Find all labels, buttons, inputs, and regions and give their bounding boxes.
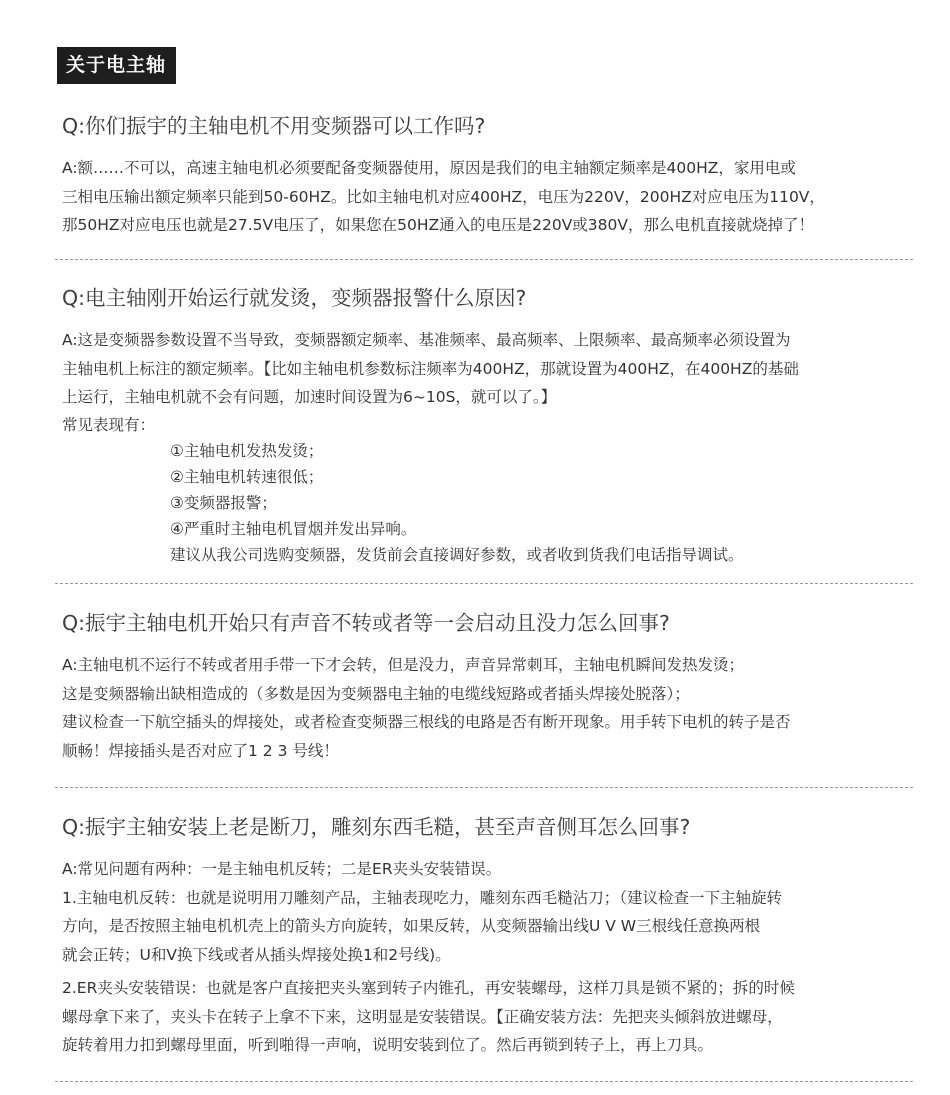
answer-line: 上运行，主轴电机就不会有问题，加速时间设置为6~10S，就可以了。】: [62, 388, 557, 406]
dashed-divider: [55, 787, 913, 788]
answer-line: 这是变频器输出缺相造成的（多数是因为变频器电主轴的电缆线短路或者插头焊接处脱落）；: [62, 684, 690, 703]
dashed-divider: [55, 583, 913, 584]
answer-line: A:额……不可以，高速主轴电机必须要配备变频器使用，原因是我们的电主轴额定频率是400HZ，家用电或: [62, 159, 796, 177]
recommendation-line: 建议从我公司选购变频器，发货前会直接调好参数，或者收到货我们电话指导调试。: [170, 545, 744, 564]
answer-line: 就会正转；U和V换下线或者从插头焊接处换1和2号线)。: [62, 945, 451, 964]
faq-answer: [62, 326, 922, 568]
symptom-item: ④严重时主轴电机冒烟并发出异响。: [170, 519, 417, 538]
symptom-item: ②主轴电机转速很低；: [170, 467, 324, 486]
answer-line: 顺畅！焊接插头是否对应了1 2 3 号线！: [62, 741, 339, 760]
faq-item: [62, 609, 922, 765]
section-title-tag: 关于电主轴: [57, 47, 176, 84]
answer-line: 方向，是否按照主轴电机机壳上的箭头方向旋转，如果反转，从变频器输出线U V W三根线任意换两根: [62, 917, 761, 935]
faq-answer: [62, 855, 922, 1060]
answer-line: 1.主轴电机反转：也就是说明用刀雕刻产品，主轴表现吃力，雕刻东西毛糙沾刀；（建议检查一下主轴旋转: [62, 888, 783, 907]
answer-line: A:主轴电机不运行不转或者用手带一下才会转，但是没力，声音异常刺耳，主轴电机瞬间发热发烫；: [62, 656, 745, 674]
symptom-item: ③变频器报警；: [170, 493, 277, 512]
answer-line: 旋转着用力扣到螺母里面，听到啪得一声响，说明安装到位了。然后再锁到转子上，再上刀具。: [62, 1036, 714, 1054]
answer-line: 螺母拿下来了，夹头卡在转子上拿不下来，这明显是安装错误。【正确安装方法：先把夹头倾斜放进螺母，: [62, 1007, 783, 1026]
answer-line: 主轴电机上标注的额定频率。【比如主轴电机参数标注频率为400HZ，那就设置为400HZ，在400HZ的基础: [62, 359, 799, 378]
faq-question: Q:电主轴刚开始运行就发烫，变频器报警什么原因?: [62, 286, 527, 310]
symptom-item: ①主轴电机发热发烫；: [170, 441, 324, 460]
faq-question: Q:你们振宇的主轴电机不用变频器可以工作吗?: [62, 114, 486, 138]
answer-line: 2.ER夹头安装错误：也就是客户直接把夹头塞到转子内锥孔，再安装螺母，这样刀具是锁不紧的；拆的时候: [62, 979, 795, 997]
faq-item: [62, 284, 922, 568]
answer-line: 建议检查一下航空插头的焊接处，或者检查变频器三根线的电路是否有断开现象。用手转下电机的转子是否: [62, 713, 791, 731]
faq-item: [62, 112, 922, 240]
answer-line: A:常见问题有两种：一是主轴电机反转；二是ER夹头安装错误。: [62, 860, 502, 878]
answer-line: 常见表现有：: [62, 415, 156, 434]
faq-answer: [62, 651, 922, 765]
faq-item: [62, 813, 922, 1060]
dashed-divider: [55, 1081, 913, 1082]
faq-answer: [62, 154, 922, 240]
faq-question: Q:振宇主轴安装上老是断刀，雕刻东西毛糙，甚至声音侧耳怎么回事?: [62, 815, 691, 839]
answer-line: 那50HZ对应电压也就是27.5V电压了，如果您在50HZ通入的电压是220V或380V，那么电机直接就烧掉了！: [62, 216, 814, 234]
dashed-divider: [55, 259, 913, 260]
answer-line: 三相电压输出额定频率只能到50-60HZ。比如主轴电机对应400HZ，电压为220V，200HZ对应电压为110V，: [62, 187, 825, 206]
answer-line: A:这是变频器参数设置不当导致，变频器额定频率、基准频率、最高频率、上限频率、最高频率必须设置为: [62, 331, 791, 349]
faq-question: Q:振宇主轴电机开始只有声音不转或者等一会启动且没力怎么回事?: [62, 611, 670, 635]
